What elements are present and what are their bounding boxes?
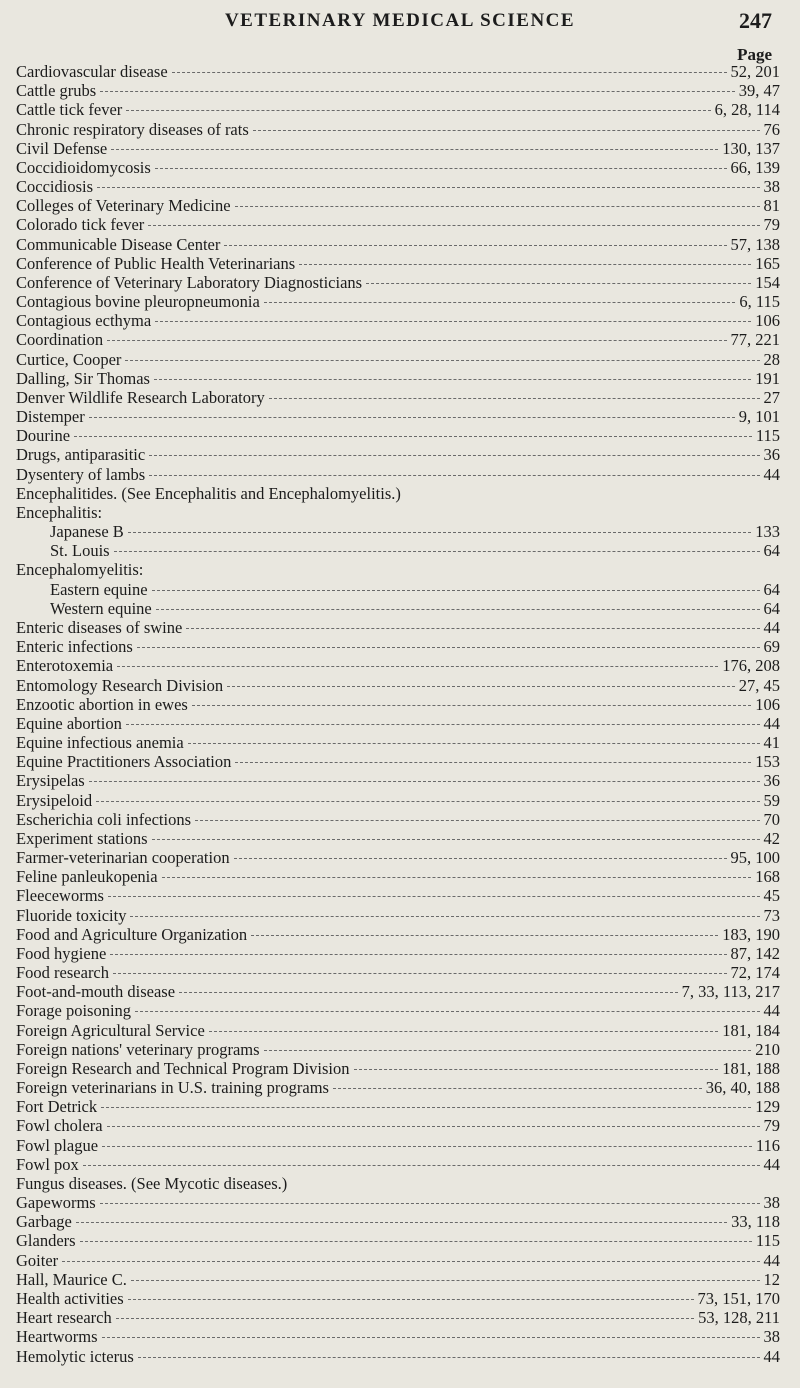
entry-pages: 73, 151, 170 [697, 1289, 780, 1308]
index-entry [16, 541, 780, 560]
entry-pages: 38 [763, 177, 780, 197]
entry-term: St. Louis [50, 541, 110, 561]
entry-term: Foreign nations' veterinary programs [16, 1039, 260, 1059]
entry-pages: 154 [755, 272, 780, 292]
entry-pages: 57, 138 [730, 234, 780, 254]
entry-pages: 38 [763, 1193, 780, 1213]
entry-pages: 52, 201 [730, 62, 780, 81]
index-entry [16, 81, 780, 100]
entry-term: Encephalitis: [16, 502, 103, 522]
entry-term: Conference of Veterinary Laboratory Diagnosticians [16, 272, 363, 292]
page-number: 247 [739, 8, 772, 33]
entry-pages: 106 [755, 694, 780, 714]
entry-pages: 45 [763, 886, 780, 906]
index-entry [16, 867, 780, 886]
entry-pages: 44 [763, 1001, 780, 1021]
entry-pages: 106 [755, 311, 780, 331]
index-entry [16, 695, 780, 714]
dot-leader [149, 455, 759, 456]
entry-pages: 153 [755, 752, 780, 772]
entry-term: Fowl plague [16, 1135, 99, 1155]
index-entry [16, 1289, 780, 1308]
dot-leader [100, 1203, 760, 1204]
entry-term: Heart research [16, 1308, 112, 1328]
entry-pages: 210 [755, 1039, 780, 1059]
index-entry [16, 560, 780, 579]
entry-term: Equine Practitioners Association [16, 752, 232, 772]
entry-term: Foreign Agricultural Service [16, 1020, 205, 1040]
dot-leader [148, 225, 759, 226]
entry-term: Farmer-veterinarian cooperation [16, 848, 230, 868]
dot-leader [333, 1088, 702, 1089]
dot-leader [110, 954, 726, 955]
entry-term: Contagious bovine pleuropneumonia [16, 292, 260, 312]
entry-pages: 130, 137 [722, 138, 780, 158]
entry-pages: 183, 190 [722, 924, 780, 944]
index-entry [16, 1270, 780, 1289]
entry-pages: 42 [763, 828, 780, 848]
dot-leader [102, 1146, 752, 1147]
entry-pages: 27 [763, 387, 780, 407]
entry-pages: 36 [763, 771, 780, 791]
index-entry [16, 733, 780, 752]
entry-term: Garbage [16, 1212, 72, 1232]
dot-leader [299, 264, 751, 265]
entry-term: Encephalitides. (See Encephalitis and Encephalomyelitis.) [16, 483, 401, 503]
entry-term: Contagious ecthyma [16, 311, 152, 331]
index-entry [16, 369, 780, 388]
index-entry [16, 273, 780, 292]
entry-term: Colorado tick fever [16, 215, 145, 235]
entry-term: Distemper [16, 407, 85, 427]
entry-term: Eastern equine [50, 579, 148, 599]
index-list [16, 62, 780, 1366]
entry-pages: 87, 142 [730, 943, 780, 963]
index-entry [16, 292, 780, 311]
dot-leader [96, 801, 759, 802]
index-entry [16, 1116, 780, 1135]
index-entry [16, 963, 780, 982]
entry-term: Western equine [50, 598, 152, 618]
entry-term: Dourine [16, 426, 71, 446]
dot-leader [264, 1050, 752, 1051]
dot-leader [89, 781, 760, 782]
entry-term: Enteric infections [16, 637, 133, 657]
entry-term: Cattle grubs [16, 81, 97, 101]
entry-pages: 116 [755, 1135, 780, 1155]
index-entry [16, 829, 780, 848]
entry-pages: 53, 128, 211 [698, 1308, 780, 1328]
index-entry [16, 139, 780, 158]
entry-term: Feline panleukopenia [16, 867, 158, 887]
entry-pages: 36 [763, 445, 780, 465]
entry-term: Denver Wildlife Research Laboratory [16, 387, 265, 407]
entry-term: Japanese B [50, 522, 124, 542]
dot-leader [114, 551, 760, 552]
dot-leader [102, 1337, 760, 1338]
entry-pages: 41 [763, 733, 780, 753]
dot-leader [192, 705, 751, 706]
entry-pages: 64 [763, 579, 780, 599]
dot-leader [107, 1126, 760, 1127]
entry-term: Conference of Public Health Veterinarians [16, 253, 296, 273]
index-entry [16, 1327, 780, 1346]
entry-pages: 72, 174 [730, 963, 780, 983]
entry-pages: 36, 40, 188 [705, 1078, 780, 1098]
entry-pages: 64 [763, 541, 780, 561]
index-entry [16, 1097, 780, 1116]
entry-term: Foreign veterinarians in U.S. training programs [16, 1078, 329, 1098]
entry-pages: 191 [755, 368, 780, 388]
entry-term: Dysentery of lambs [16, 464, 146, 484]
index-entry [16, 925, 780, 944]
entry-term: Fowl pox [16, 1154, 79, 1174]
entry-pages: 39, 47 [738, 81, 780, 101]
entry-term: Fungus diseases. (See Mycotic diseases.) [16, 1173, 288, 1193]
entry-pages: 59 [763, 790, 780, 810]
entry-term: Erysipeloid [16, 790, 93, 810]
entry-term: Forage poisoning [16, 1001, 132, 1021]
index-entry [16, 1155, 780, 1174]
index-entry [16, 1347, 780, 1366]
index-entry [16, 503, 780, 522]
entry-term: Fleeceworms [16, 886, 104, 906]
index-entry [16, 254, 780, 273]
dot-leader [117, 666, 718, 667]
dot-leader [80, 1241, 752, 1242]
index-entry [16, 599, 780, 618]
entry-pages: 81 [763, 196, 780, 216]
entry-term: Coccidiosis [16, 177, 93, 197]
index-entry [16, 848, 780, 867]
dot-leader [126, 110, 710, 111]
index-entry [16, 1021, 780, 1040]
entry-term: Foot-and-mouth disease [16, 982, 176, 1002]
entry-term: Equine abortion [16, 713, 122, 733]
entry-pages: 44 [763, 1250, 780, 1270]
dot-leader [264, 302, 736, 303]
dot-leader [107, 340, 726, 341]
index-entry [16, 388, 780, 407]
entry-pages: 44 [763, 464, 780, 484]
entry-term: Hall, Maurice C. [16, 1269, 127, 1289]
dot-leader [152, 839, 760, 840]
index-entry [16, 177, 780, 196]
entry-pages: 181, 184 [722, 1020, 780, 1040]
entry-term: Fluoride toxicity [16, 905, 127, 925]
index-entry [16, 407, 780, 426]
index-entry [16, 215, 780, 234]
dot-leader [125, 360, 759, 361]
dot-leader [209, 1031, 718, 1032]
index-entry [16, 1212, 780, 1231]
entry-pages: 44 [763, 1154, 780, 1174]
entry-term: Cattle tick fever [16, 100, 123, 120]
dot-leader [162, 877, 752, 878]
entry-term: Cardiovascular disease [16, 62, 168, 81]
index-entry [16, 1193, 780, 1212]
dot-leader [149, 475, 759, 476]
entry-pages: 64 [763, 598, 780, 618]
dot-leader [76, 1222, 727, 1223]
dot-leader [195, 820, 759, 821]
entry-pages: 115 [755, 426, 780, 446]
index-entry [16, 1040, 780, 1059]
entry-pages: 69 [763, 637, 780, 657]
entry-term: Equine infectious anemia [16, 733, 184, 753]
entry-term: Escherichia coli infections [16, 809, 192, 829]
dot-leader [224, 245, 726, 246]
index-entry [16, 906, 780, 925]
dot-leader [113, 973, 726, 974]
entry-pages: 165 [755, 253, 780, 273]
dot-leader [137, 647, 760, 648]
index-entry [16, 771, 780, 790]
entry-pages: 6, 28, 114 [714, 100, 780, 120]
dot-leader [251, 935, 718, 936]
index-entry [16, 445, 780, 464]
dot-leader [227, 686, 735, 687]
dot-leader [152, 590, 760, 591]
entry-pages: 73 [763, 905, 780, 925]
index-entry [16, 637, 780, 656]
entry-pages: 33, 118 [731, 1212, 780, 1232]
entry-pages: 79 [763, 1116, 780, 1136]
entry-pages: 76 [763, 119, 780, 139]
index-entry [16, 350, 780, 369]
dot-leader [138, 1357, 760, 1358]
entry-pages: 133 [755, 522, 780, 542]
entry-term: Goiter [16, 1250, 59, 1270]
dot-leader [235, 206, 760, 207]
running-head-title: VETERINARY MEDICAL SCIENCE [224, 10, 576, 31]
entry-pages: 181, 188 [722, 1058, 780, 1078]
dot-leader [172, 72, 727, 73]
index-entry [16, 100, 780, 119]
dot-leader [89, 417, 735, 418]
entry-pages: 95, 100 [730, 848, 780, 868]
entry-term: Drugs, antiparasitic [16, 445, 146, 465]
index-entry [16, 1231, 780, 1250]
entry-pages: 27, 45 [738, 675, 780, 695]
dot-leader [101, 1107, 751, 1108]
entry-pages: 77, 221 [730, 330, 780, 350]
index-entry [16, 1078, 780, 1097]
entry-term: Gapeworms [16, 1193, 96, 1213]
dot-leader [155, 321, 751, 322]
entry-term: Health activities [16, 1289, 124, 1308]
dot-leader [131, 1280, 760, 1281]
index-entry [16, 426, 780, 445]
entry-term: Colleges of Veterinary Medicine [16, 196, 231, 216]
entry-pages: 176, 208 [722, 656, 780, 676]
index-entry [16, 1136, 780, 1155]
dot-leader [126, 724, 760, 725]
entry-term: Food hygiene [16, 943, 107, 963]
index-entry [16, 330, 780, 349]
index-entry [16, 944, 780, 963]
index-entry [16, 1059, 780, 1078]
dot-leader [366, 283, 751, 284]
entry-term: Food and Agriculture Organization [16, 924, 248, 944]
dot-leader [130, 916, 759, 917]
dot-leader [74, 436, 752, 437]
index-entry [16, 1001, 780, 1020]
entry-term: Encephalomyelitis: [16, 560, 144, 580]
entry-pages: 44 [763, 1346, 780, 1366]
page-column-label: Page [737, 45, 772, 64]
entry-pages: 115 [755, 1231, 780, 1251]
index-entry [16, 580, 780, 599]
dot-leader [111, 149, 718, 150]
dot-leader [62, 1261, 759, 1262]
entry-term: Erysipelas [16, 771, 85, 791]
entry-term: Hemolytic icterus [16, 1346, 134, 1366]
index-entry [16, 714, 780, 733]
dot-leader [108, 896, 760, 897]
entry-term: Fort Detrick [16, 1097, 98, 1117]
entry-term: Civil Defense [16, 138, 108, 158]
index-entry [16, 235, 780, 254]
dot-leader [135, 1011, 759, 1012]
entry-term: Enterotoxemia [16, 656, 114, 676]
index-entry [16, 810, 780, 829]
dot-leader [156, 609, 760, 610]
entry-term: Enzootic abortion in ewes [16, 694, 188, 714]
index-entry [16, 1174, 780, 1193]
entry-term: Heartworms [16, 1327, 98, 1347]
entry-term: Coccidioidomycosis [16, 157, 151, 177]
dot-leader [100, 91, 735, 92]
entry-pages: 12 [763, 1269, 780, 1289]
index-entry [16, 311, 780, 330]
index-entry [16, 120, 780, 139]
index-entry [16, 982, 780, 1001]
index-entry [16, 196, 780, 215]
dot-leader [269, 398, 760, 399]
entry-pages: 70 [763, 809, 780, 829]
entry-term: Entomology Research Division [16, 675, 224, 695]
index-entry [16, 465, 780, 484]
entry-term: Communicable Disease Center [16, 234, 221, 254]
entry-term: Dalling, Sir Thomas [16, 368, 150, 388]
dot-leader [354, 1069, 719, 1070]
entry-term: Food research [16, 963, 110, 983]
entry-pages: 44 [763, 617, 780, 637]
entry-pages: 129 [755, 1097, 780, 1117]
index-entry [16, 886, 780, 905]
dot-leader [253, 130, 760, 131]
index-entry [16, 484, 780, 503]
entry-pages: 44 [763, 713, 780, 733]
dot-leader [234, 858, 727, 859]
entry-pages: 9, 101 [738, 407, 780, 427]
entry-term: Chronic respiratory diseases of rats [16, 119, 249, 139]
entry-pages: 28 [763, 349, 780, 369]
running-head [0, 10, 800, 34]
index-entry [16, 676, 780, 695]
dot-leader [235, 762, 751, 763]
entry-pages: 38 [763, 1327, 780, 1347]
index-entry [16, 62, 780, 81]
index-entry [16, 158, 780, 177]
index-entry [16, 656, 780, 675]
index-entry [16, 791, 780, 810]
entry-term: Enteric diseases of swine [16, 617, 183, 637]
entry-pages: 6, 115 [739, 292, 780, 312]
index-entry [16, 618, 780, 637]
index-entry [16, 752, 780, 771]
entry-term: Glanders [16, 1231, 76, 1251]
entry-term: Fowl cholera [16, 1116, 103, 1136]
dot-leader [128, 532, 751, 533]
dot-leader [154, 379, 751, 380]
index-entry [16, 1308, 780, 1327]
entry-pages: 7, 33, 113, 217 [681, 982, 780, 1002]
dot-leader [128, 1299, 694, 1300]
dot-leader [186, 628, 759, 629]
dot-leader [97, 187, 760, 188]
dot-leader [116, 1318, 694, 1319]
dot-leader [83, 1165, 760, 1166]
dot-leader [155, 168, 727, 169]
entry-term: Curtice, Cooper [16, 349, 122, 369]
entry-pages: 79 [763, 215, 780, 235]
dot-leader [179, 992, 678, 993]
dot-leader [188, 743, 760, 744]
entry-term: Experiment stations [16, 828, 148, 848]
index-entry [16, 1251, 780, 1270]
entry-pages: 168 [755, 867, 780, 887]
entry-term: Foreign Research and Technical Program Division [16, 1058, 350, 1078]
entry-pages: 66, 139 [730, 157, 780, 177]
entry-term: Coordination [16, 330, 104, 350]
index-entry [16, 522, 780, 541]
